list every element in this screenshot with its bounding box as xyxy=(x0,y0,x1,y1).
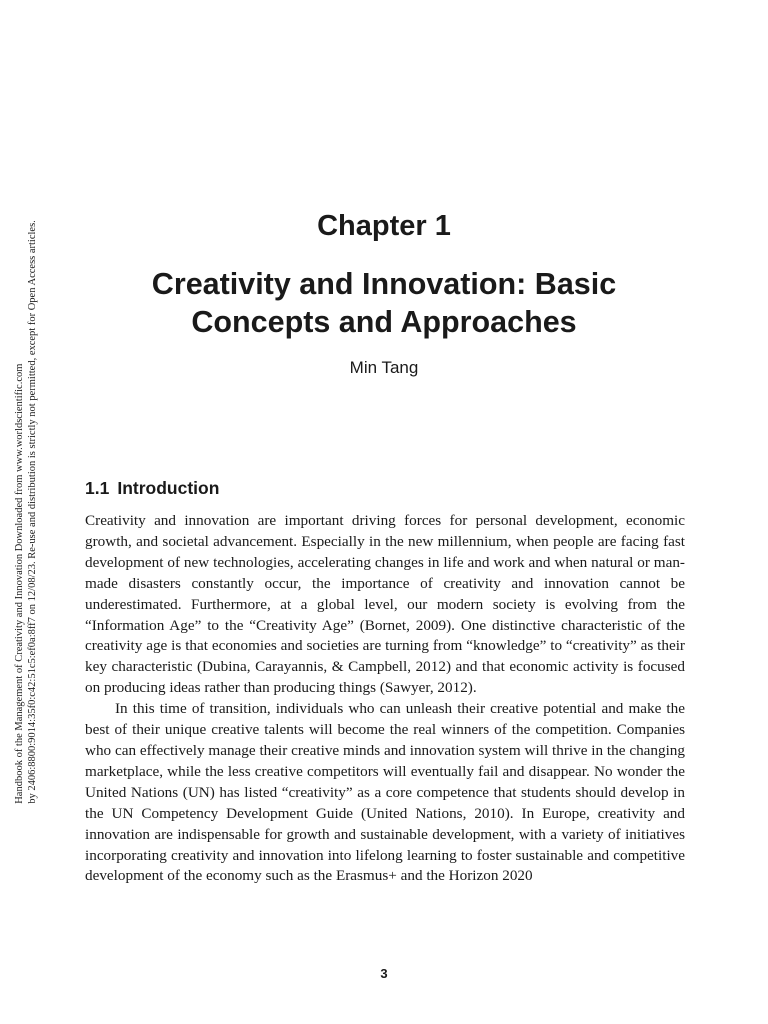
chapter-title xyxy=(60,265,708,341)
download-notice-text xyxy=(13,220,39,804)
chapter-title-line-1: Creativity and Innovation: Basic xyxy=(151,267,617,301)
page-number: 3 xyxy=(380,966,388,981)
chapter-label: Chapter 1 xyxy=(317,210,451,242)
download-notice-line-1: Handbook of the Management of Creativity and Innovation Downloaded from www.worldscientific.com xyxy=(14,363,25,804)
section-heading xyxy=(85,477,219,499)
section-number: 1.1 xyxy=(85,478,110,498)
chapter-title-line-2: Concepts and Approaches xyxy=(191,305,577,339)
download-notice-line-2: by 2406:8800:9014:35f0:c42:51c5:ef0a:8ff7 on 12/08/23. Re-use and distribution is strictly not permitted, except for Open Access articles. xyxy=(27,220,38,804)
body-text xyxy=(85,511,685,887)
paragraph-2: In this time of transition, individuals who can unleash their creative potential and make the best of their unique creative talents will become the real winners of the competition. Companies who can effectively manage their creative minds and innovation system will thrive in the changing marketplace, while the less creative competitors will eventually fail and disappear. No wonder the United Nations (UN) has listed “creativity” as a core competence that students should develop in the UN Competency Development Guide (United Nations, 2010). In Europe, creativity and innovation are indispensable for growth and sustainable development, with a variety of initiatives incorporating creativity and innovation into lifelong learning to foster sustainable and competitive development of the economy such as the Erasmus+ and the Horizon 2020 xyxy=(85,700,685,885)
author-name: Min Tang xyxy=(349,358,419,377)
section-title: Introduction xyxy=(117,478,220,498)
paragraph-1: Creativity and innovation are important driving forces for personal development, economic growth, and societal advancement. Especially in the new millennium, when people are facing fast development of new technologies, accelerating changes in life and work and when natural or man-made disasters constantly occur, the importance of creativity and innovation cannot be underestimated. Furthermore, at a global level, our modern society is evolving from the “Information Age” to the “Creativity Age” (Bornet, 2009). One distinctive characteristic of the creativity age is that economies and societies are turning from “knowledge” to “creativity” as their key characteristic (Dubina, Carayannis, & Campbell, 2012) and that economic activity is focused on producing ideas rather than producing things (Sawyer, 2012). xyxy=(85,512,685,697)
